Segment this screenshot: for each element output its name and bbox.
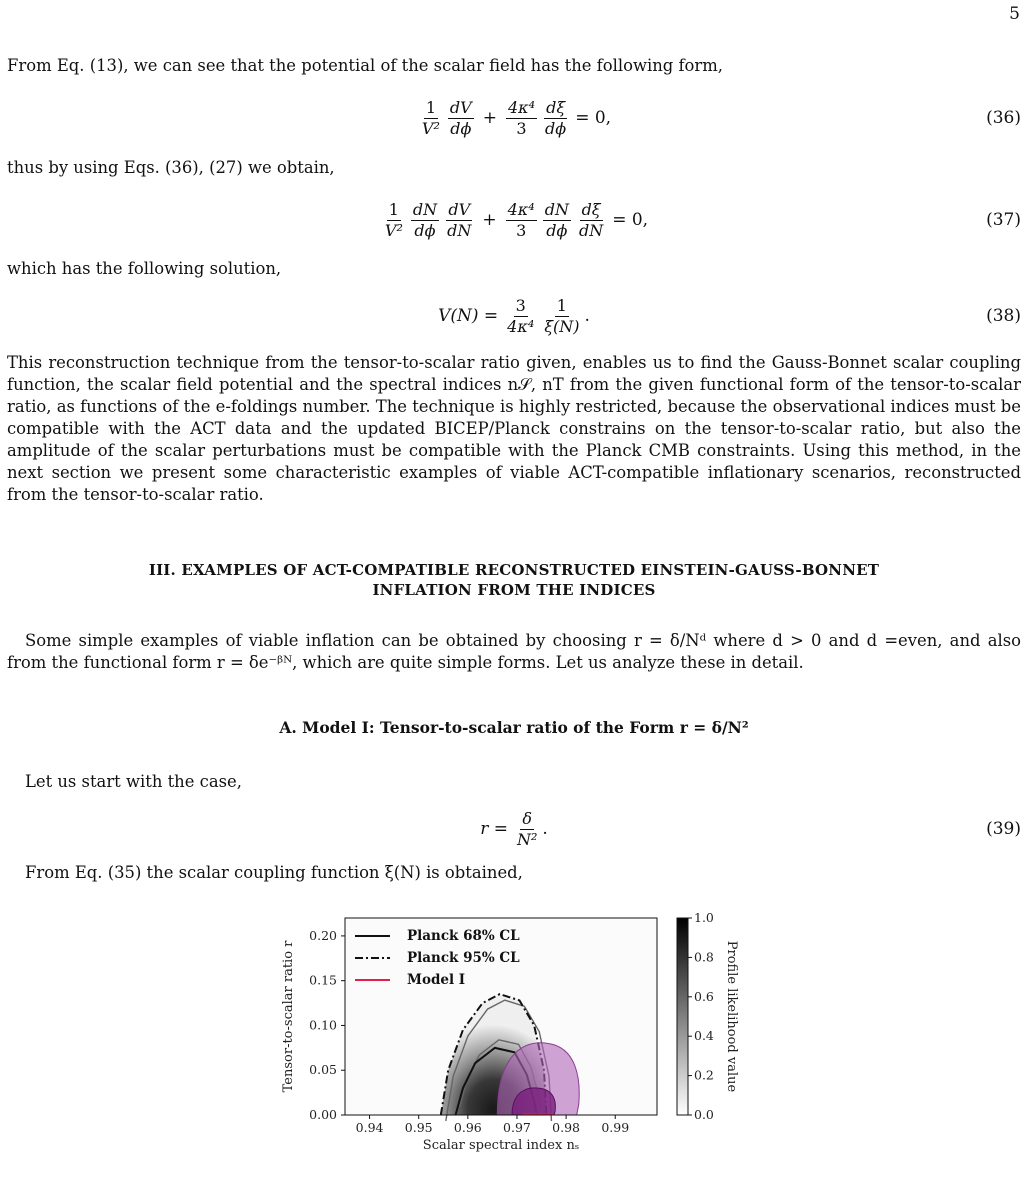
equation-38 bbox=[0, 290, 1028, 342]
x-tick-label: 0.95 bbox=[404, 1120, 433, 1135]
eq36-f3d: 3 bbox=[516, 118, 527, 138]
eq39-number: (39) bbox=[986, 819, 1021, 839]
x-axis-label: Scalar spectral index nₛ bbox=[422, 1138, 580, 1153]
eq37-plus: + bbox=[482, 210, 497, 230]
y-axis-label: Tensor-to-scalar ratio r bbox=[281, 940, 296, 1093]
eq36-f2d: dϕ bbox=[450, 118, 472, 138]
eq36-f1n: 1 bbox=[425, 97, 436, 117]
eq39-fn: δ bbox=[522, 808, 532, 828]
y-tick-label: 0.00 bbox=[309, 1107, 337, 1122]
equation-36 bbox=[0, 92, 1028, 144]
paragraph-3: which has the following solution, bbox=[7, 259, 282, 278]
x-tick-label: 0.97 bbox=[503, 1120, 531, 1135]
eq36-rhs: = 0, bbox=[575, 108, 612, 128]
eq37-f1d: V² bbox=[384, 220, 403, 240]
paragraph-5: Some simple examples of viable inflation can be obtained by choosing r = δ/Nᵈ where d > 0 and d =even, and also from the functional form r = δe⁻ᵝᴺ, which are quite simple forms. Let us analyze these in detail. bbox=[7, 631, 1021, 672]
eq38-f1d: 4κ⁴ bbox=[507, 316, 535, 336]
eq39-fd: N² bbox=[516, 829, 538, 849]
eq37-f4n: 4κ⁴ bbox=[507, 199, 535, 219]
y-tick-label: 0.05 bbox=[309, 1062, 337, 1078]
eq38-rhs: . bbox=[584, 306, 590, 326]
section-heading-line-1: III. EXAMPLES OF ACT-COMPATIBLE RECONSTRUCTED EINSTEIN-GAUSS-BONNET bbox=[148, 561, 880, 579]
equation-39 bbox=[0, 803, 1028, 855]
eq38-lhs: V(N) = bbox=[438, 306, 499, 326]
colorbar-tick-label: 0.2 bbox=[694, 1067, 714, 1083]
x-tick-label: 0.99 bbox=[601, 1120, 630, 1135]
figure-model-i bbox=[270, 905, 770, 1165]
paragraph-4: This reconstruction technique from the tensor-to-scalar ratio given, enables us to find the Gauss-Bonnet scalar coupling function, the scalar field potential and the spectral indices n𝒮, nT from the given functional form of the tensor-to-scalar ratio, as functions of the e-foldings number. The technique is highly restricted, because the observational indices must be compatible with the ACT data and the updated BICEP/Planck constrains on the tensor-to-scalar ratio, but also the amplitude of the scalar perturbations must be compatible with the Planck CMB constraints. Using this method, in the next section we present some characteristic examples of viable ACT-compatible inflationary scenarios, reconstructed from the tensor-to-scalar ratio. bbox=[7, 353, 1021, 504]
colorbar bbox=[677, 918, 688, 1115]
colorbar-label: Profile likelihood value bbox=[724, 940, 739, 1093]
paragraph-7: From Eq. (35) the scalar coupling function ξ(N) is obtained, bbox=[25, 863, 523, 882]
eq36-f4n: dξ bbox=[546, 97, 566, 117]
section-heading-line-2: INFLATION FROM THE INDICES bbox=[372, 581, 656, 599]
eq38-f1n: 3 bbox=[515, 295, 526, 315]
eq38-f2n: 1 bbox=[556, 295, 567, 315]
colorbar-tick-label: 0.0 bbox=[694, 1107, 714, 1122]
legend-label: Planck 68% CL bbox=[407, 928, 520, 944]
eq37-f3n: dV bbox=[448, 199, 471, 219]
x-tick-label: 0.94 bbox=[355, 1120, 384, 1135]
chart-svg bbox=[270, 905, 770, 1165]
eq36-f1d: V² bbox=[421, 118, 440, 138]
paragraph-6: Let us start with the case, bbox=[25, 772, 242, 791]
colorbar-tick-label: 0.6 bbox=[694, 988, 714, 1004]
eq39-rhs: . bbox=[542, 819, 548, 839]
colorbar-tick-label: 0.8 bbox=[694, 949, 714, 965]
eq37-f4d: 3 bbox=[516, 220, 527, 240]
eq36-f3n: 4κ⁴ bbox=[507, 97, 536, 117]
eq36-plus: + bbox=[482, 108, 497, 128]
eq37-f2d: dϕ bbox=[414, 220, 436, 240]
eq37-f5d: dϕ bbox=[546, 220, 568, 240]
eq36-f2n: dV bbox=[449, 97, 472, 117]
paragraph-1: From Eq. (13), we can see that the potential of the scalar field has the following form, bbox=[7, 56, 724, 75]
section-heading-3 bbox=[0, 560, 1028, 600]
eq39-lhs: r = bbox=[480, 819, 508, 839]
eq37-f2n: dN bbox=[412, 199, 438, 219]
eq37-f6n: dξ bbox=[581, 199, 601, 219]
eq36-number: (36) bbox=[986, 108, 1021, 128]
y-tick-label: 0.15 bbox=[309, 972, 337, 988]
eq37-f6d: dN bbox=[578, 220, 604, 240]
eq37-f3d: dN bbox=[447, 220, 472, 240]
legend-label: Planck 95% CL bbox=[407, 950, 520, 966]
eq37-rhs: = 0, bbox=[612, 210, 649, 230]
x-tick-label: 0.96 bbox=[453, 1120, 482, 1135]
eq37-number: (37) bbox=[986, 210, 1021, 230]
legend-label: Model I bbox=[407, 972, 466, 988]
page-number: 5 bbox=[1009, 4, 1020, 24]
paragraph-2: thus by using Eqs. (36), (27) we obtain, bbox=[7, 158, 335, 177]
eq36-f4d: dϕ bbox=[545, 118, 567, 138]
y-tick-label: 0.20 bbox=[309, 927, 337, 943]
eq37-f5n: dN bbox=[544, 199, 569, 219]
equation-37 bbox=[0, 194, 1028, 246]
x-tick-label: 0.98 bbox=[552, 1120, 581, 1135]
eq37-f1n: 1 bbox=[388, 199, 399, 219]
subsection-heading-a: A. Model I: Tensor-to-scalar ratio of the Form r = δ/N² bbox=[279, 718, 749, 737]
y-tick-label: 0.10 bbox=[309, 1017, 337, 1033]
eq38-f2d: ξ(N) bbox=[544, 316, 580, 336]
colorbar-tick-label: 0.4 bbox=[694, 1028, 714, 1044]
eq38-number: (38) bbox=[986, 306, 1021, 326]
colorbar-tick-label: 1.0 bbox=[694, 910, 714, 925]
